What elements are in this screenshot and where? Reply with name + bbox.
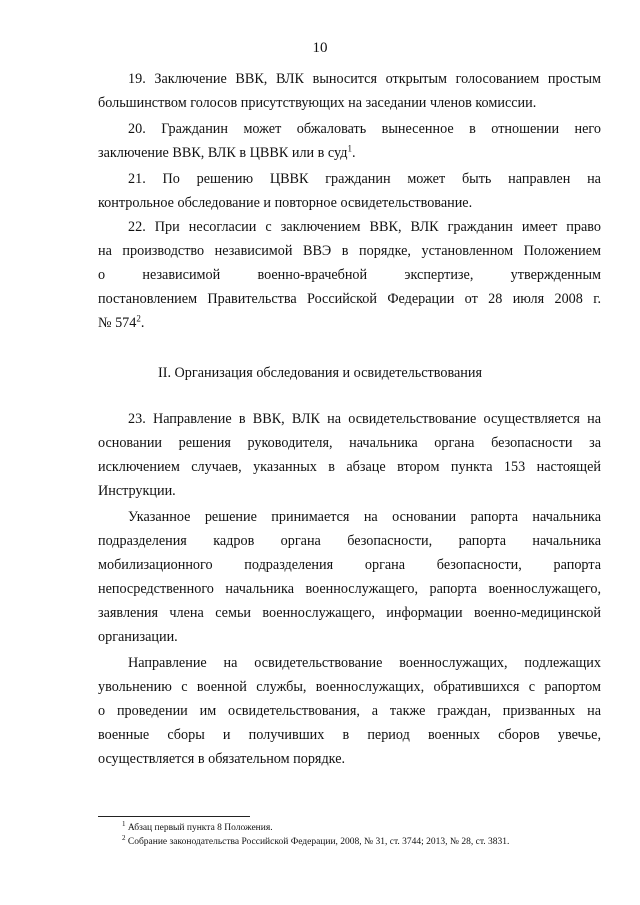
footnote-1-text: Абзац первый пункта 8 Положения. <box>125 823 273 833</box>
paragraph-referral-line-5: осуществляется в обязательном порядке. <box>98 751 346 767</box>
paragraph-20-text: заключение ВВК, ВЛК в ЦВВК или в суд <box>98 145 348 161</box>
paragraph-22-end: . <box>140 315 145 331</box>
footnote-1 <box>122 819 273 834</box>
paragraph-referral-line-2: увольнению с военной службы, военнослужащих, обратившихся с рапортом <box>98 679 601 695</box>
paragraph-20-end: . <box>351 145 356 161</box>
footnote-2-text: Собрание законодательства Российской Федерации, 2008, № 31, ст. 3744; 2013, № 28, ст. 3831. <box>125 837 510 847</box>
paragraph-20-line-1: 20. Гражданин может обжаловать вынесенное в отношении него <box>128 121 601 137</box>
paragraph-23-line-1: 23. Направление в ВВК, ВЛК на освидетельствование осуществляется на <box>128 411 601 427</box>
footnote-2-mark: 2 <box>122 833 126 842</box>
footnote-2 <box>122 833 510 848</box>
paragraph-19-line-1: 19. Заключение ВВК, ВЛК выносится открытым голосованием простым <box>128 71 601 87</box>
paragraph-22-line-5 <box>98 314 601 332</box>
paragraph-23-line-3: исключением случаев, указанных в абзаце втором пункта 153 настоящей <box>98 459 601 475</box>
paragraph-referral-line-4: военные сборы и получивших в период военных сборов увечье, <box>98 727 601 743</box>
paragraph-23-line-4: Инструкции. <box>98 483 176 499</box>
paragraph-20-line-2 <box>98 144 601 162</box>
paragraph-22-line-1: 22. При несогласии с заключением ВВК, ВЛК гражданин имеет право <box>128 219 601 235</box>
footnote-1-mark: 1 <box>122 819 126 828</box>
paragraph-22-line-3: о независимой военно-врачебной экспертизе, утвержденным <box>98 267 601 283</box>
paragraph-decision-line-4: непосредственного начальника военнослужащего, рапорта военнослужащего, <box>98 581 601 597</box>
paragraph-referral-line-1: Направление на освидетельствование военнослужащих, подлежащих <box>128 655 601 671</box>
paragraph-19-line-2: большинством голосов присутствующих на заседании членов комиссии. <box>98 95 537 111</box>
paragraph-decision-line-5: заявления члена семьи военнослужащего, информации военно-медицинской <box>98 605 601 621</box>
paragraph-21-line-2: контрольное обследование и повторное освидетельствование. <box>98 195 473 211</box>
paragraph-decision-line-3: мобилизационного подразделения органа безопасности, рапорта <box>98 557 601 573</box>
footnote-ref-1: 1 <box>347 143 352 154</box>
paragraph-referral-line-3: о проведении им освидетельствования, а также граждан, призванных на <box>98 703 601 719</box>
paragraph-21-line-1: 21. По решению ЦВВК гражданин может быть направлен на <box>128 171 601 187</box>
paragraph-decision-line-1: Указанное решение принимается на основании рапорта начальника <box>128 509 601 525</box>
paragraph-decision-line-6: организации. <box>98 629 178 645</box>
page-number: 10 <box>312 40 328 56</box>
paragraph-23-line-2: основании решения руководителя, начальника органа безопасности за <box>98 435 601 451</box>
paragraph-decision-line-2: подразделения кадров органа безопасности, рапорта начальника <box>98 533 601 549</box>
paragraph-22-line-4: постановлением Правительства Российской Федерации от 28 июля 2008 г. <box>98 291 601 307</box>
footnote-ref-2: 2 <box>136 313 141 324</box>
paragraph-22-end-text: № 574 <box>98 315 137 331</box>
paragraph-22-line-2: на производство независимой ВВЭ в порядке, установленном Положением <box>98 243 601 259</box>
section-heading: II. Организация обследования и освидетельствования <box>158 365 482 381</box>
footnote-separator <box>98 816 250 817</box>
